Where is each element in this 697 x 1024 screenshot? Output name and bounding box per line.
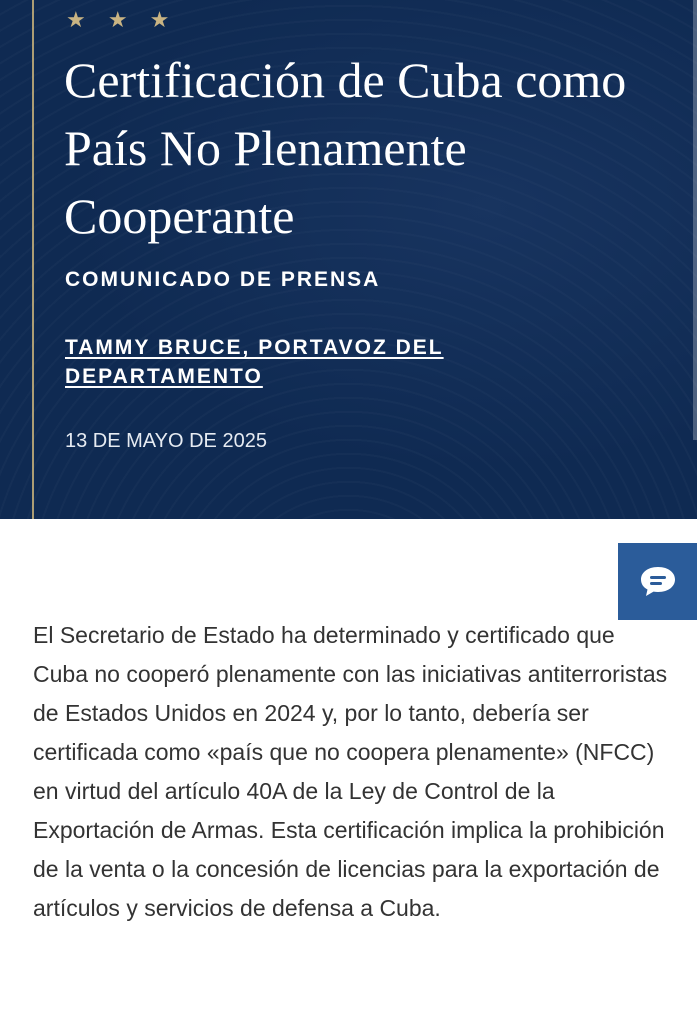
scrollbar-thumb[interactable] [693,0,697,440]
chat-button[interactable] [618,543,697,620]
publish-date: 13 DE MAYO DE 2025 [65,430,267,452]
content-type-label: COMUNICADO DE PRENSA [65,268,381,291]
article-paragraph: El Secretario de Estado ha determinado y certificado que Cuba no cooperó plenamente con las iniciativas antiterroristas de Estados Unidos en 2024 y, por lo tanto, debería ser certificada como «país que no coopera plenamente» (NFCC) en virtud del artículo 40A de la Ley de Control de la Exportación de Armas. Esta certificación implica la prohibición de la venta o la concesión de licencias para la exportación de artículos y servicios de defensa a Cuba. [33,622,668,921]
author-link[interactable]: TAMMY BRUCE, PORTAVOZ DEL DEPARTAMENTO [65,336,444,388]
chat-bubble-icon [638,564,678,600]
page-title: Certificación de Cuba como País No Plenamente Cooperante [64,52,627,244]
decorative-vertical-rule [32,0,34,519]
stars-icon: ★ ★ ★ [66,7,178,32]
